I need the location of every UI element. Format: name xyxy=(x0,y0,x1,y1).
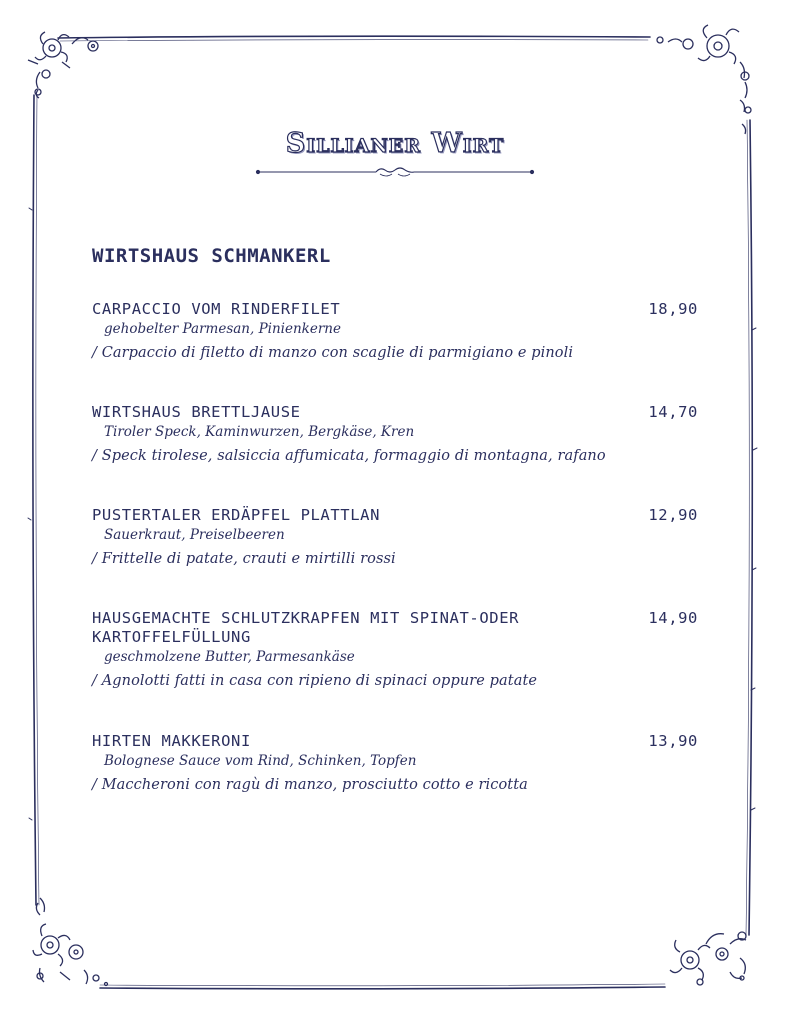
menu-item-description: Sauerkraut, Preiselbeeren xyxy=(104,527,285,543)
menu-item-name: PUSTERTALER ERDÄPFEL PLATTLAN xyxy=(92,506,381,524)
menu-item-italian-translation: / Maccheroni con ragù di manzo, prosciutto cotto e ricotta xyxy=(92,777,528,793)
menu-item-name: WIRTSHAUS BRETTLJAUSE xyxy=(92,403,301,421)
floral-corner-top-right xyxy=(657,25,751,134)
title-divider-rule xyxy=(256,168,533,176)
restaurant-name: Sillianer Wirt xyxy=(285,128,505,159)
menu-item xyxy=(92,609,702,689)
menu-item-name: CARPACCIO VOM RINDERFILET xyxy=(92,300,341,318)
menu-item-price: 12,90 xyxy=(648,506,698,524)
menu-item-price: 14,70 xyxy=(648,403,698,421)
menu-item-name: HAUSGEMACHTE SCHLUTZKRAPFEN MIT SPINAT-ODER KARTOFFELFÜLLUNG xyxy=(92,609,520,646)
menu-item xyxy=(92,300,702,361)
floral-corner-top-left xyxy=(28,32,98,98)
restaurant-title-block xyxy=(255,128,535,159)
menu-item xyxy=(92,732,702,793)
menu-item-price: 14,90 xyxy=(648,609,698,627)
menu-item-italian-translation: / Speck tirolese, salsiccia affumicata, formaggio di montagna, rafano xyxy=(92,448,606,464)
menu-item xyxy=(92,506,702,567)
menu-item-price: 18,90 xyxy=(648,300,698,318)
menu-item-name: HIRTEN MAKKERONI xyxy=(92,732,251,750)
menu-item-description: geschmolzene Butter, Parmesankäse xyxy=(104,649,355,665)
menu-item-italian-translation: / Agnolotti fatti in casa con ripieno di spinaci oppure patate xyxy=(92,673,538,689)
floral-corner-bottom-left xyxy=(33,898,108,986)
menu-item-description: Bolognese Sauce vom Rind, Schinken, Topfen xyxy=(104,753,417,769)
menu-item xyxy=(92,403,702,464)
menu-item-description: gehobelter Parmesan, Pinienkerne xyxy=(104,321,341,337)
menu-item-description: Tiroler Speck, Kaminwurzen, Bergkäse, Kren xyxy=(104,424,415,440)
floral-corner-bottom-right xyxy=(670,932,746,985)
menu-item-price: 13,90 xyxy=(648,732,698,750)
section-heading: WIRTSHAUS SCHMANKERL xyxy=(92,245,331,267)
menu-item-italian-translation: / Carpaccio di filetto di manzo con scaglie di parmigiano e pinoli xyxy=(92,345,574,361)
menu-item-italian-translation: / Frittelle di patate, crauti e mirtilli rossi xyxy=(92,551,396,567)
